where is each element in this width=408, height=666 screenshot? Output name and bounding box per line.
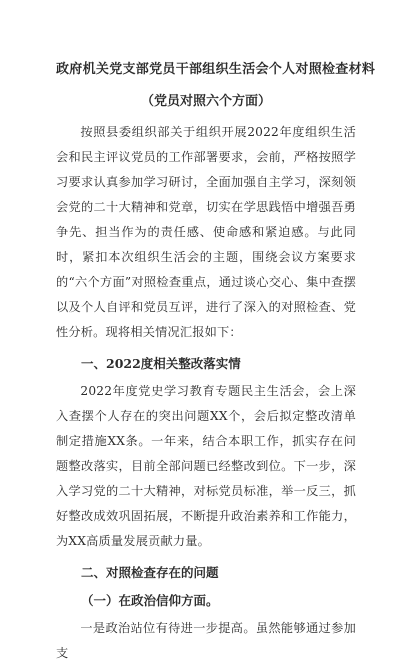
document-subtitle: （党员对照六个方面） [140,94,271,109]
section-heading-1: 一、2022度相关整改落实情 [81,356,241,371]
section-1-paragraph: 2022年度党史学习教育专题民主生活会，会上深入查摆个人存在的突出问题XX个，会后拟定整改清单制定措施XX条。一年来，结合本职工作，抓实存在问题整改落实，目前全部问题已经整改到位。下一步，深入学习党的二十大精神，对标党员标准，举一反三，抓好整改成效巩固拓展，不断提升政治素养和工作能力，为XX高质量发展贡献力量。 [56,384,356,548]
document-title: 政府机关党支部党员干部组织生活会个人对照检查材料 [56,62,376,77]
intro-paragraph: 按照县委组织部关于组织开展2022年度组织生活会和民主评议党员的工作部署要求，会前，严格按照学习要求认真参加学习研讨，全面加强自主学习，深刻领会党的二十大精神和党章，切实在学思践悟中增强吾勇争先、担当作为的责任感、使命感和紧迫感。与此同时，紧扣本次组织生活会的主题，围绕会议方案要求的“六个方面”对照检查重点，通过谈心交心、集中查摆以及个人自评和党员互评，进行了深入的对照检查、党性分析。现将相关情况汇报如下： [56,125,356,339]
subsection-1-paragraph: 一是政治站位有待进一步提高。虽然能够通过参加支 [56,621,356,660]
subsection-heading-1: （一）在政治信仰方面。 [81,593,219,608]
section-heading-2: 二、对照检查存在的问题 [81,565,219,580]
